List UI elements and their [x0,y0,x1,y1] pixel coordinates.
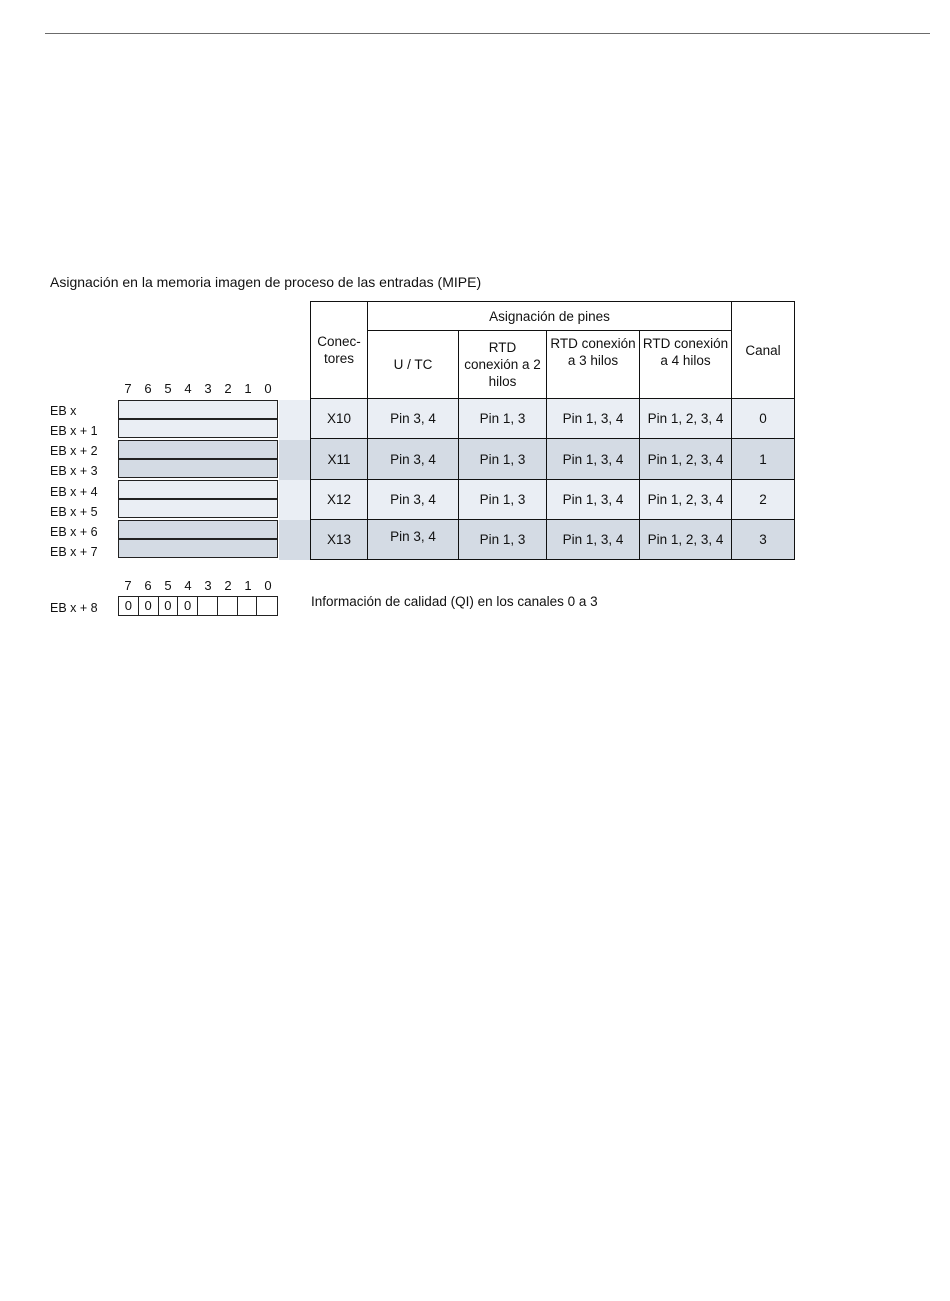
bit-number: 1 [244,381,252,396]
qi-description: Información de calidad (QI) en los canales 0 a 3 [311,594,598,609]
rtd3-cell: Pin 1, 3, 4 [547,399,640,439]
register-byte-row [118,499,278,518]
header-rtd-3-wire: RTD conexión a 3 hilos [547,331,640,399]
header-rtd-4-wire: RTD conexión a 4 hilos [640,331,732,399]
connector-cell: X10 [311,399,368,439]
u-tc-cell: Pin 3, 4 [368,399,459,439]
u-tc-cell: Pin 3, 4 [368,520,459,560]
eb-label: EB x + 3 [50,464,98,478]
eb-label: EB x + 4 [50,485,98,499]
qi-bit: 0 [178,597,198,615]
bit-number: 2 [224,578,232,593]
rtd3-cell: Pin 1, 3, 4 [547,480,640,520]
table-row [311,439,795,480]
qi-bit [257,597,277,615]
rtd2-cell: Pin 1, 3 [459,399,547,439]
rtd4-cell: Pin 1, 2, 3, 4 [640,439,732,480]
diagram-caption: Asignación en la memoria imagen de proceso de las entradas (MIPE) [50,274,482,290]
qi-bit: 0 [159,597,179,615]
bit-number: 7 [124,381,132,396]
bit-number: 6 [144,381,152,396]
pin-assignment-table [310,301,795,560]
bit-number: 4 [184,381,192,396]
rtd3-cell: Pin 1, 3, 4 [547,520,640,560]
bit-number: 0 [264,578,272,593]
rtd4-cell: Pin 1, 2, 3, 4 [640,480,732,520]
table-row [311,520,795,560]
bit-number: 3 [204,578,212,593]
bit-number: 4 [184,578,192,593]
channel-band [279,520,311,560]
register-byte-row [118,539,278,558]
register-byte-row [118,520,278,539]
channel-cell: 0 [732,399,795,439]
eb-label: EB x + 2 [50,444,98,458]
eb-label: EB x [50,404,77,418]
rtd3-cell: Pin 1, 3, 4 [547,439,640,480]
qi-bit [198,597,218,615]
register-byte-row [118,459,278,478]
u-tc-cell: Pin 3, 4 [368,480,459,520]
header-channel: Canal [732,302,795,399]
qi-bit [218,597,238,615]
qi-bit: 0 [119,597,139,615]
top-divider [45,33,930,34]
bit-numbers-qi [118,578,278,593]
channel-cell: 3 [732,520,795,560]
channel-cell: 2 [732,480,795,520]
rtd2-cell: Pin 1, 3 [459,439,547,480]
bit-number: 0 [264,381,272,396]
channel-band [279,400,311,440]
bit-number: 2 [224,381,232,396]
bit-number: 7 [124,578,132,593]
register-byte-row [118,400,278,419]
register-byte-row [118,419,278,438]
header-u-tc: U / TC [368,331,459,399]
rtd2-cell: Pin 1, 3 [459,520,547,560]
eb-label: EB x + 5 [50,505,98,519]
eb-label: EB x + 7 [50,545,98,559]
rtd4-cell: Pin 1, 2, 3, 4 [640,399,732,439]
connector-cell: X12 [311,480,368,520]
connector-cell: X13 [311,520,368,560]
bit-number: 6 [144,578,152,593]
connector-cell: X11 [311,439,368,480]
u-tc-cell: Pin 3, 4 [368,439,459,480]
bit-number: 1 [244,578,252,593]
channel-cell: 1 [732,439,795,480]
bit-number: 5 [164,578,172,593]
eb-label: EB x + 6 [50,525,98,539]
rtd4-cell: Pin 1, 2, 3, 4 [640,520,732,560]
header-pin-assignment: Asignación de pines [368,302,732,331]
qi-bit [238,597,258,615]
eb-label: EB x + 1 [50,424,98,438]
bit-number: 5 [164,381,172,396]
table-row [311,399,795,439]
bit-numbers-top [118,381,278,396]
channel-band [279,440,311,480]
register-byte-row [118,480,278,499]
header-connectors: Conec- tores [311,302,368,399]
qi-byte-label: EB x + 8 [50,601,98,615]
qi-byte-register [118,596,278,616]
bit-number: 3 [204,381,212,396]
table-row [311,480,795,520]
register-byte-row [118,440,278,459]
rtd2-cell: Pin 1, 3 [459,480,547,520]
qi-bit: 0 [139,597,159,615]
header-rtd-2-wire: RTD conexión a 2 hilos [459,331,547,399]
channel-band [279,480,311,520]
